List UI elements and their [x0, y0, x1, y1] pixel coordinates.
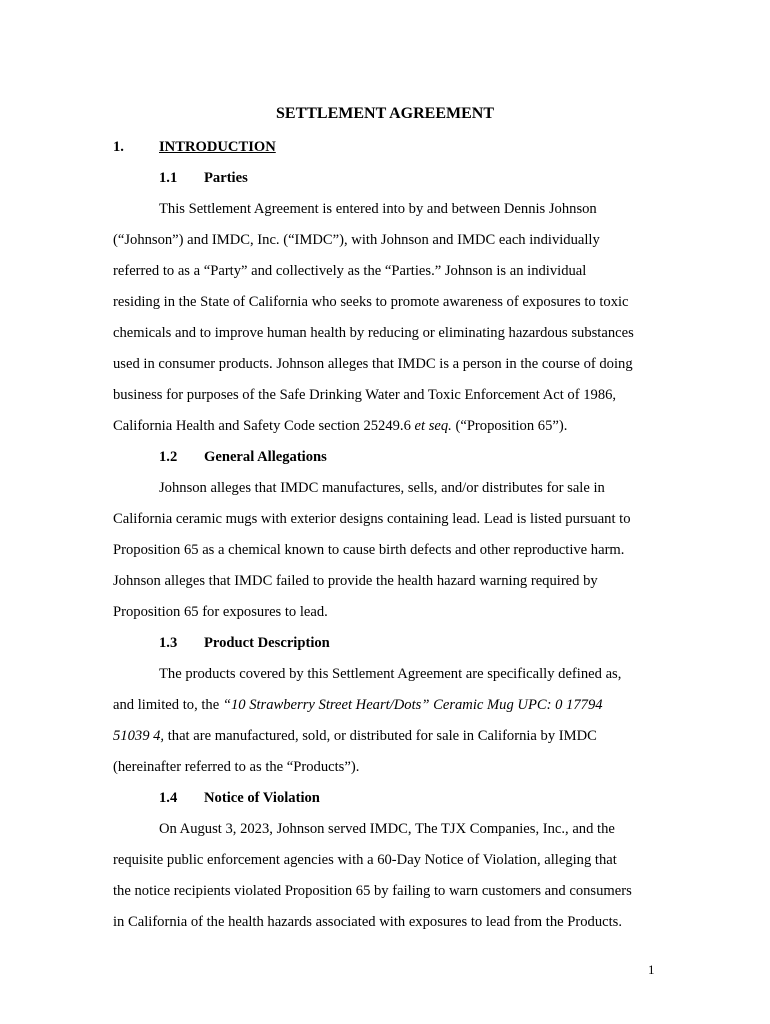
paragraph-line: This Settlement Agreement is entered into by and between Dennis Johnson: [159, 201, 597, 217]
section-1-2-paragraph: [113, 473, 643, 628]
section-1-2-title: General Allegations: [204, 449, 327, 465]
paragraph-line: On August 3, 2023, Johnson served IMDC, The TJX Companies, Inc., and the: [159, 821, 615, 837]
product-upc-italic: 51039 4,: [113, 728, 165, 744]
paragraph-line: Proposition 65 for exposures to lead.: [113, 604, 328, 620]
paragraph-line: California ceramic mugs with exterior designs containing lead. Lead is listed pursuant to: [113, 511, 631, 527]
paragraph-line: in California of the health hazards associated with exposures to lead from the Products.: [113, 914, 623, 930]
paragraph-line: requisite public enforcement agencies with a 60-Day Notice of Violation, alleging that: [113, 852, 617, 868]
paragraph-line: [113, 721, 643, 752]
section-1-3-number: 1.3: [159, 635, 178, 651]
paragraph-line: Johnson alleges that IMDC failed to provide the health hazard warning required by: [113, 573, 598, 589]
paragraph-line: Johnson alleges that IMDC manufactures, sells, and/or distributes for sale in: [159, 480, 605, 496]
product-name-italic: “10 Strawberry Street Heart/Dots” Ceramic Mug UPC: 0 17794: [222, 697, 603, 713]
product-intro-text: and limited to, the: [113, 697, 223, 713]
section-1-number: 1.: [113, 139, 124, 155]
section-1-4-paragraph: [113, 814, 643, 938]
citation-text-end: (“Proposition 65”).: [451, 418, 568, 434]
paragraph-line: chemicals and to improve human health by reducing or eliminating hazardous substances: [113, 325, 634, 341]
section-1-1-paragraph: [113, 194, 643, 442]
paragraph-line: residing in the State of California who seeks to promote awareness of exposures to toxic: [113, 294, 629, 310]
section-1-1-title: Parties: [204, 170, 248, 186]
paragraph-line: (hereinafter referred to as the “Products”).: [113, 759, 360, 775]
paragraph-line: referred to as a “Party” and collectively as the “Parties.” Johnson is an individual: [113, 263, 587, 279]
section-1-4-title: Notice of Violation: [204, 790, 320, 806]
page-number: 1: [648, 962, 655, 977]
paragraph-line: [113, 411, 643, 442]
citation-italic: et seq.: [414, 418, 452, 434]
paragraph-line: The products covered by this Settlement Agreement are specifically defined as,: [159, 666, 622, 682]
section-1-1-number: 1.1: [159, 170, 178, 186]
paragraph-line: Proposition 65 as a chemical known to cause birth defects and other reproductive harm.: [113, 542, 625, 558]
paragraph-line: (“Johnson”) and IMDC, Inc. (“IMDC”), with Johnson and IMDC each individually: [113, 232, 600, 248]
section-1-3-title: Product Description: [204, 635, 330, 651]
section-1-title: INTRODUCTION: [159, 139, 276, 155]
paragraph-line: used in consumer products. Johnson alleges that IMDC is a person in the course of doing: [113, 356, 633, 372]
paragraph-line: [113, 690, 643, 721]
section-1-2-number: 1.2: [159, 449, 178, 465]
paragraph-line: the notice recipients violated Proposition 65 by failing to warn customers and consumers: [113, 883, 632, 899]
section-1-4-number: 1.4: [159, 790, 178, 806]
document-title: SETTLEMENT AGREEMENT: [276, 105, 494, 122]
product-detail-text: that are manufactured, sold, or distributed for sale in California by IMDC: [164, 728, 597, 744]
section-1-3-paragraph: [113, 659, 643, 783]
paragraph-line: business for purposes of the Safe Drinking Water and Toxic Enforcement Act of 1986,: [113, 387, 617, 403]
citation-text: California Health and Safety Code section 25249.6: [113, 418, 415, 434]
